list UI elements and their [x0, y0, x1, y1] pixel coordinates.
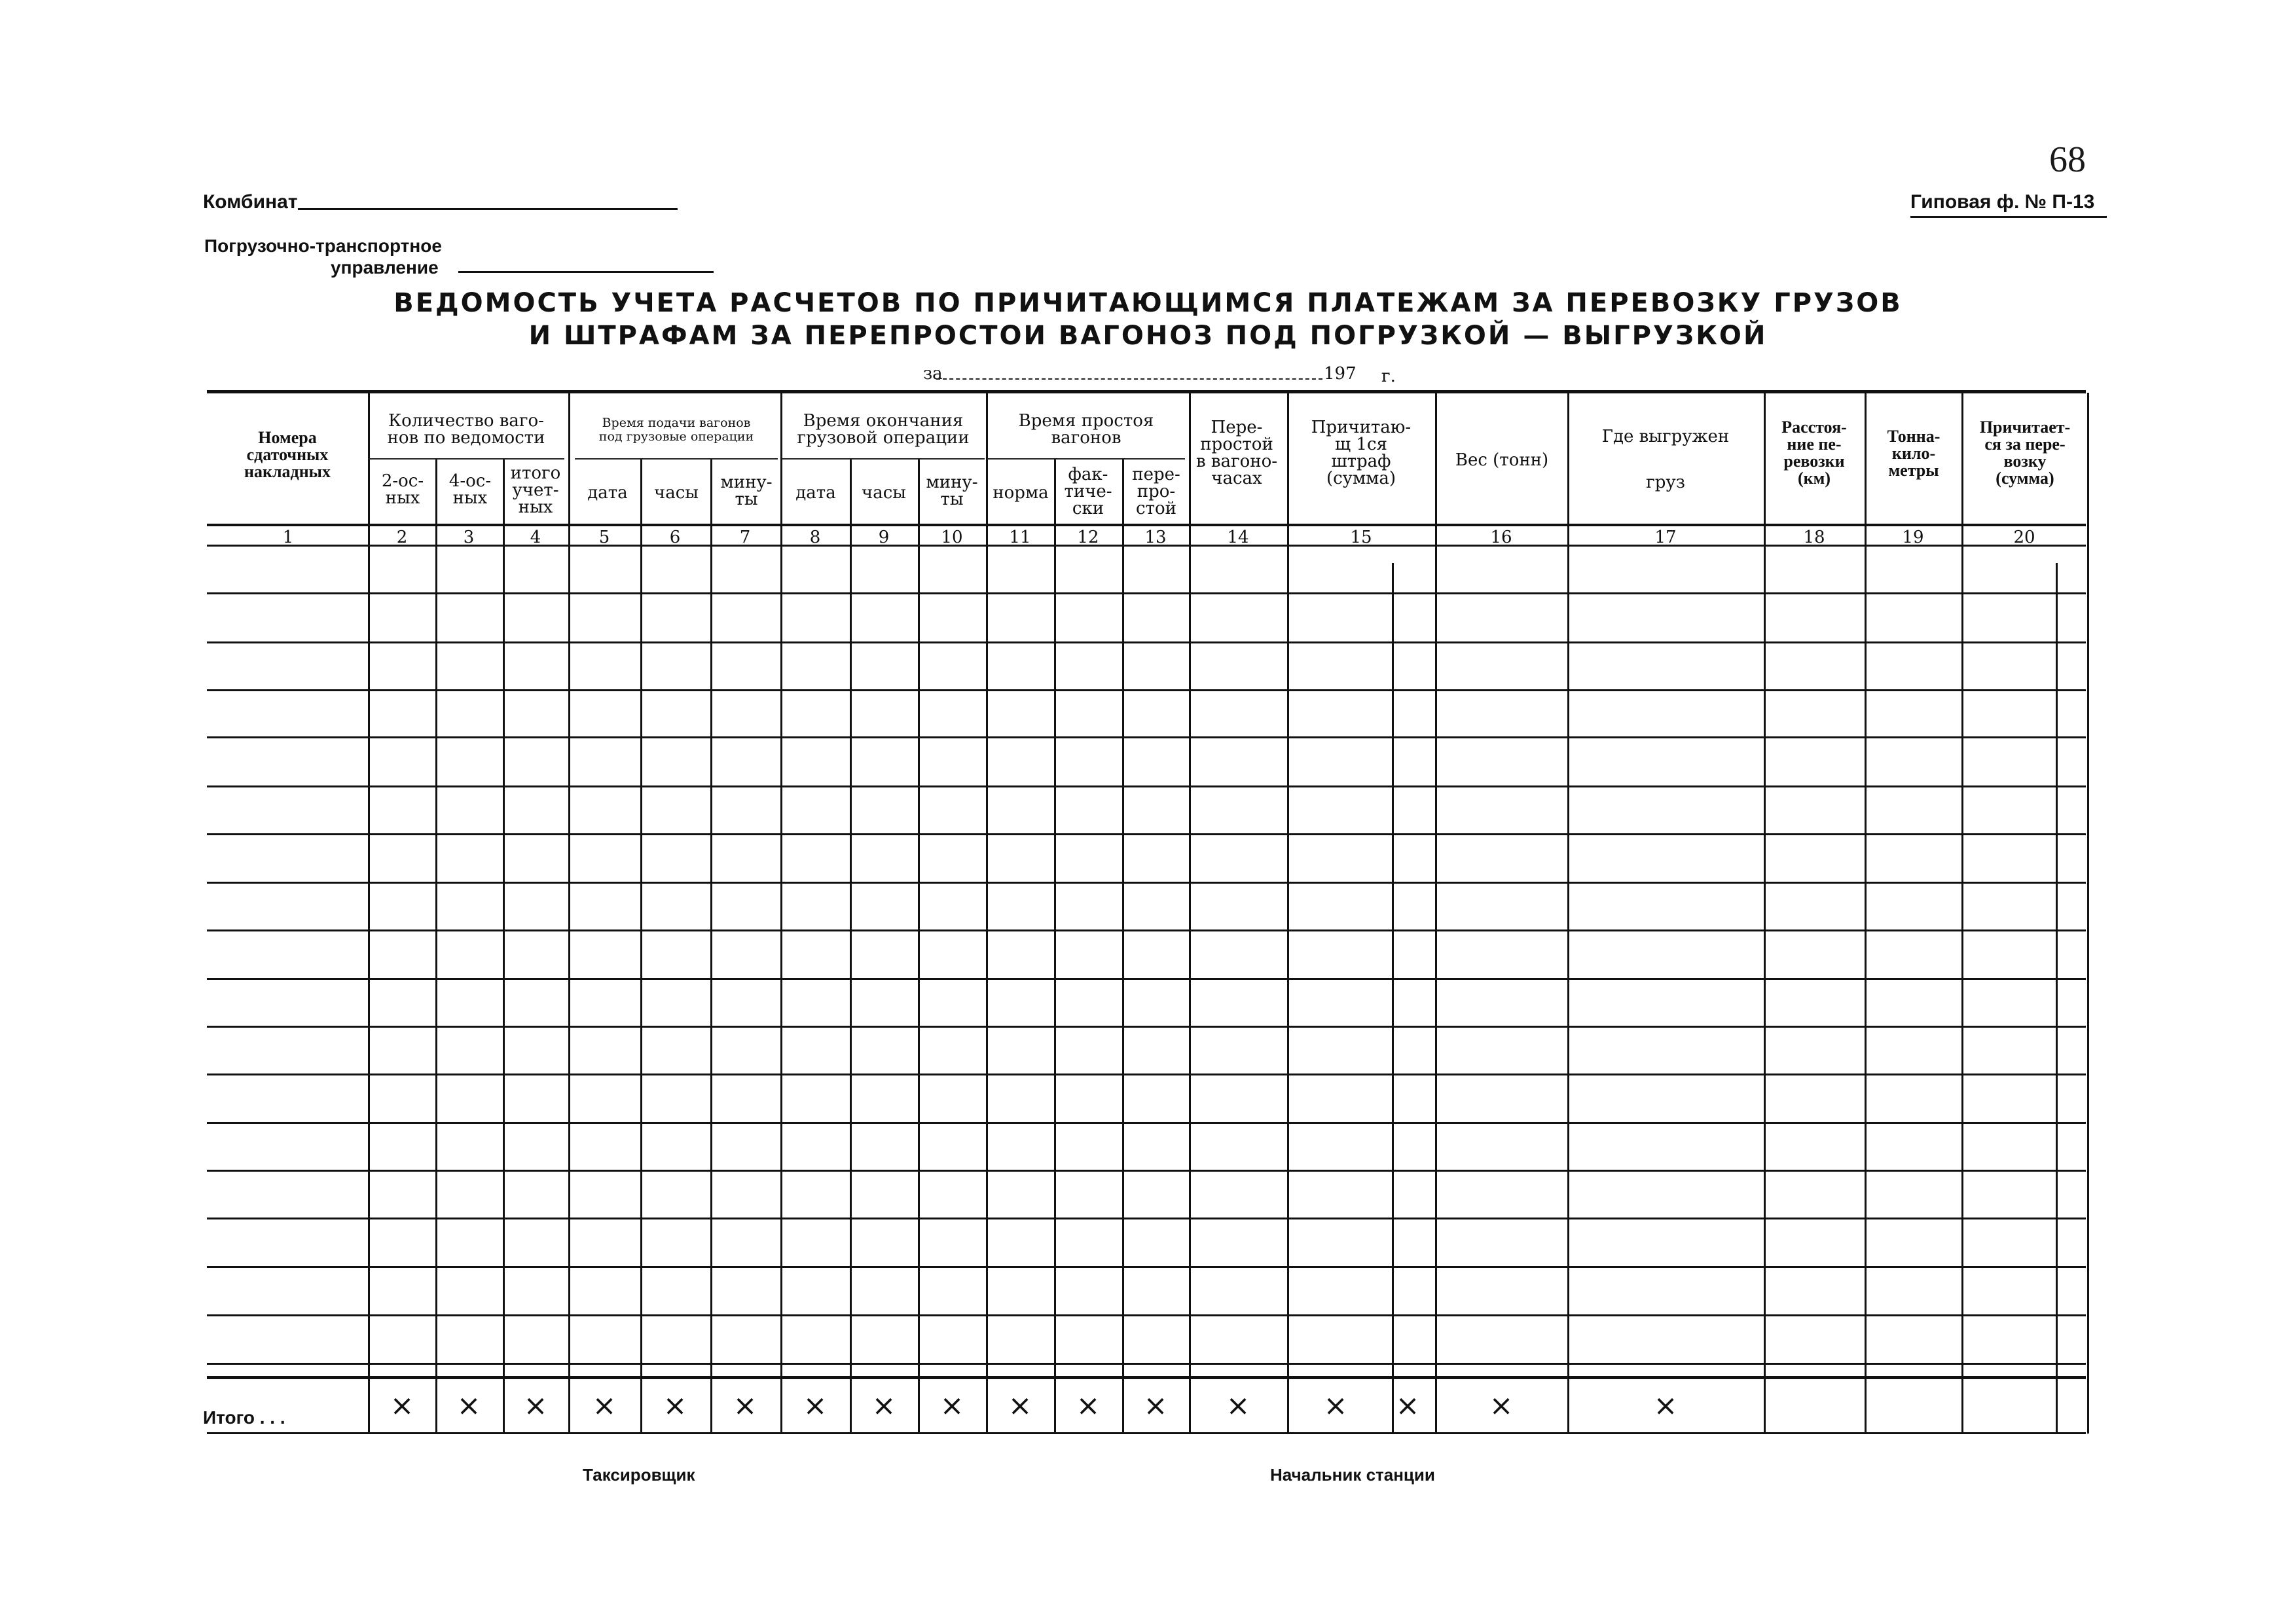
ledger-row-line: [207, 689, 2086, 691]
group-header-supply-time: Время подачи вагонов под грузовые операции: [598, 416, 754, 444]
column-number: 19: [1902, 528, 1924, 547]
totals-cross-mark: ×: [1323, 1389, 1348, 1422]
column-number: 15: [1350, 528, 1372, 547]
column-number: 18: [1803, 528, 1825, 547]
period-year: 197: [1324, 364, 1357, 384]
ledger-column-line: [1764, 393, 1766, 1434]
form-number: Гиповая ф. № П-13: [1910, 191, 2095, 213]
col-header-supply-hours: часы: [654, 483, 699, 503]
group-header-end-time: Время окончания грузовой операции: [797, 411, 970, 448]
column-number: 8: [809, 528, 821, 547]
ledger-column-line: [1435, 393, 1437, 1434]
totals-top-rule: [207, 1376, 2086, 1379]
totals-cross-mark: ×: [939, 1389, 964, 1422]
group-header-wagon-count: Количество ваго- нов по ведомости: [387, 411, 545, 448]
ledger-column-line: [1865, 393, 1867, 1434]
department-label-line2: управление: [331, 257, 439, 278]
department-fill-line: [458, 271, 714, 273]
period-fill-line: [936, 378, 1322, 380]
column-number: 12: [1077, 528, 1099, 547]
column-number: 6: [669, 528, 681, 547]
ledger-row-line: [207, 1266, 2086, 1268]
ledger-column-line: [710, 458, 712, 1434]
col-header-fine-amount: Причитаю- щ 1ся штраф (сумма): [1311, 418, 1412, 488]
col-header-2-axle: 2-ос- ных: [381, 471, 424, 508]
ledger-column-line: [918, 458, 920, 1434]
ledger-row-line: [207, 641, 2086, 643]
column-number: 16: [1490, 528, 1512, 547]
supply-time-group-rule: [575, 458, 778, 460]
document-title-line1: ВЕДОМОСТЬ УЧЕТА РАСЧЕТОВ ПО ПРИЧИТАЮЩИМСЯ ПЛАТЕЖАМ ЗА ПЕРЕВОЗКУ ГРУЗОВ: [393, 288, 1903, 318]
ledger-row-line: [207, 1314, 2086, 1316]
column-number: 3: [463, 528, 475, 547]
col-header-overtime-wagon-hours: Пере- простой в вагоно- часах: [1195, 418, 1278, 488]
col-header-waybill-numbers: Номера сдаточных накладных: [244, 428, 331, 481]
ledger-column-line: [850, 458, 852, 1434]
page-number: 68: [2049, 139, 2086, 180]
col-header-4-axle: 4-ос- ных: [448, 471, 492, 508]
col-header-idle-overtime: пере- про- стой: [1132, 465, 1180, 518]
ledger-column-line: [1189, 393, 1191, 1434]
ledger-column-line: [1122, 458, 1124, 1434]
column-number: 10: [941, 528, 963, 547]
column-number: 9: [878, 528, 890, 547]
totals-label: Итого . . .: [203, 1407, 285, 1428]
ledger-column-line: [986, 393, 988, 1434]
column-number: 4: [530, 528, 541, 547]
signature-station-chief-label: Начальник станции: [1270, 1465, 1435, 1485]
col-header-total-counted: итого учет- ных: [510, 463, 561, 517]
totals-cross-mark: ×: [1395, 1389, 1420, 1422]
ledger-column-line: [1287, 393, 1289, 1434]
end-time-group-rule: [782, 458, 985, 460]
ledger-row-line: [207, 592, 2086, 594]
totals-cross-mark: ×: [1008, 1389, 1032, 1422]
ledger-column-line: [780, 393, 782, 1434]
col-header-weight-tons: Вес (тонн): [1455, 450, 1549, 470]
col-header-supply-minutes: мину- ты: [720, 473, 773, 509]
ledger-column-line: [1054, 458, 1056, 1434]
ledger-row-line: [207, 1170, 2086, 1172]
totals-cross-mark: ×: [1226, 1389, 1250, 1422]
ledger-column-line: [1961, 393, 1963, 1434]
col-header-end-minutes: мину- ты: [926, 473, 978, 509]
ledger-column-line: [568, 393, 570, 1434]
column-number: 14: [1227, 528, 1249, 547]
form-number-underline: [1910, 216, 2107, 218]
ledger-row-line: [207, 929, 2086, 931]
totals-cross-mark: ×: [803, 1389, 828, 1422]
ledger-row-line: [207, 1363, 2086, 1365]
ledger-row-line: [207, 1026, 2086, 1028]
ledger-column-line: [640, 458, 642, 1434]
header-bottom-rule: [207, 524, 2086, 526]
ledger-row-line: [207, 785, 2086, 787]
ledger-column-line: [435, 458, 437, 1434]
totals-cross-mark: ×: [1143, 1389, 1168, 1422]
period-suffix: г.: [1381, 367, 1396, 386]
totals-cross-mark: ×: [456, 1389, 481, 1422]
period-prefix: за: [923, 364, 943, 384]
column-number: 5: [598, 528, 610, 547]
totals-cross-mark: ×: [663, 1389, 687, 1422]
ledger-row-line: [207, 1074, 2086, 1075]
column-number: 11: [1009, 528, 1031, 547]
col-header-ton-km: Тонна- кило- метры: [1887, 427, 1941, 480]
ledger-column-line: [368, 393, 370, 1434]
totals-cross-mark: ×: [1076, 1389, 1101, 1422]
signature-taxer-label: Таксировщик: [583, 1465, 695, 1485]
ledger-column-line: [2087, 393, 2089, 1434]
totals-cross-mark: ×: [1489, 1389, 1514, 1422]
column-number: 2: [396, 528, 408, 547]
column-number: 20: [2013, 528, 2035, 547]
ledger-row-line: [207, 1218, 2086, 1219]
ledger-row-line: [207, 833, 2086, 835]
col-header-end-hours: часы: [862, 483, 906, 503]
idle-time-group-rule: [987, 458, 1185, 460]
combine-fill-line: [298, 208, 678, 210]
totals-cross-mark: ×: [871, 1389, 896, 1422]
column-number: 7: [739, 528, 751, 547]
wagon-count-group-rule: [368, 458, 564, 460]
group-header-idle-time: Время простоя вагонов: [1018, 411, 1154, 448]
totals-cross-mark: ×: [523, 1389, 548, 1422]
totals-cross-mark: ×: [390, 1389, 414, 1422]
totals-cross-mark: ×: [592, 1389, 617, 1422]
totals-cross-mark: ×: [1653, 1389, 1678, 1422]
amount-subdivision-line: [1392, 563, 1394, 1434]
col-header-transport-amount: Причитает- ся за пере- возку (сумма): [1979, 418, 2071, 488]
col-header-idle-norm: норма: [993, 483, 1049, 503]
column-number: 13: [1144, 528, 1167, 547]
column-number: 17: [1654, 528, 1677, 547]
ledger-row-line: [207, 882, 2086, 884]
totals-bottom-rule: [207, 1432, 2086, 1434]
combine-label: Комбинат: [203, 191, 298, 213]
column-number: 1: [282, 528, 294, 547]
ledger-column-line: [1567, 393, 1569, 1434]
col-header-distance-km: Расстоя- ние пе- ревозки (км): [1781, 418, 1847, 488]
totals-cross-mark: ×: [733, 1389, 757, 1422]
col-header-unload-place: Где выгружен: [1601, 427, 1730, 446]
ledger-column-line: [503, 458, 505, 1434]
document-title-line2: И ШТРАФАМ ЗА ПЕРЕПРОСТОИ ВАГОНОЗ ПОД ПОГРУЗКОЙ — ВЫГРУЗКОЙ: [528, 321, 1768, 351]
amount-subdivision-line: [2056, 563, 2058, 1434]
table-top-rule: [207, 390, 2086, 393]
ledger-row-line: [207, 978, 2086, 980]
ledger-row-line: [207, 736, 2086, 738]
col-header-end-date: дата: [795, 483, 836, 503]
ledger-row-line: [207, 1122, 2086, 1124]
col-header-supply-date: дата: [587, 483, 628, 503]
department-label-line1: Погрузочно-транспортное: [204, 236, 442, 256]
col-header-idle-actual: фак- тиче- ски: [1064, 465, 1112, 518]
col-header-cargo: груз: [1646, 473, 1685, 492]
